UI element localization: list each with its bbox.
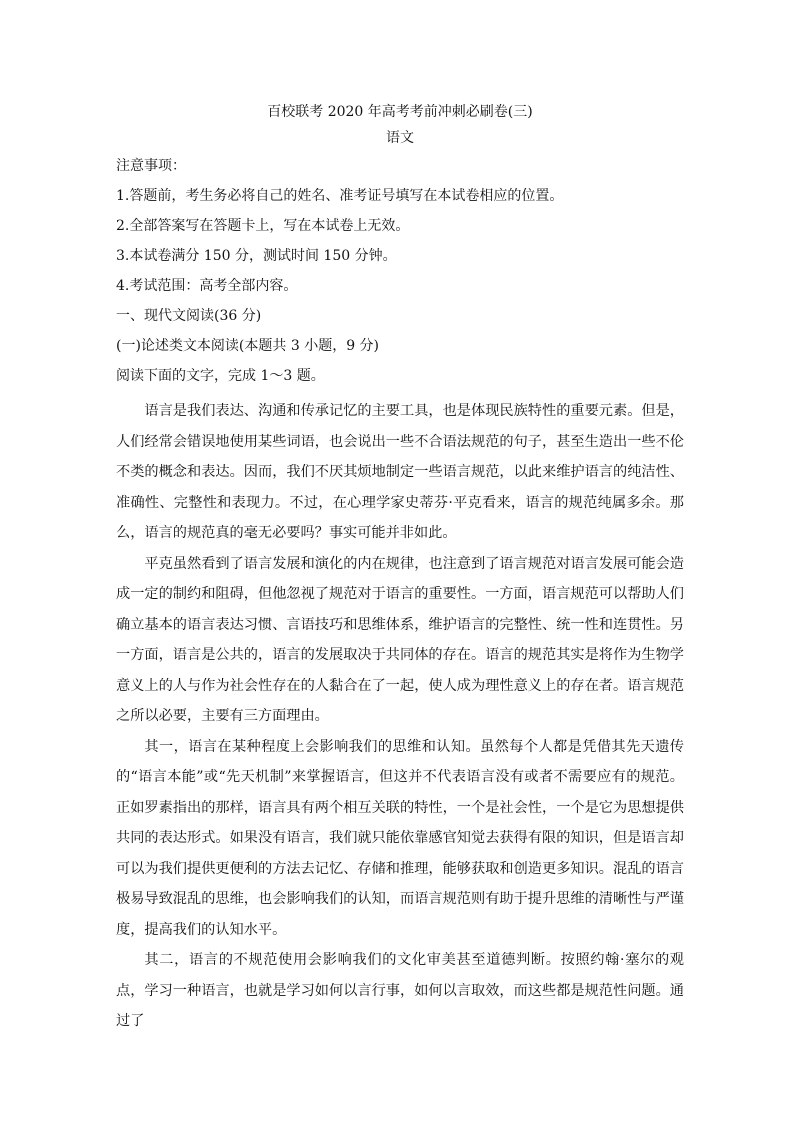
section-heading: 一、现代文阅读(36 分) bbox=[116, 308, 262, 324]
section-subheading: (一)论述类文本阅读(本题共 3 小题，9 分) bbox=[116, 338, 380, 354]
note-item-4: 4.考试范围：高考全部内容。 bbox=[116, 278, 298, 294]
paragraph-4: 其二，语言的不规范使用会影响我们的文化审美甚至道德判断。按照约翰·塞尔的观点，学习一种语言，也就是学习如何以言行事，如何以言取效，而这些都是规范性问题。通过了 bbox=[116, 952, 684, 1029]
reading-instruction: 阅读下面的文字，完成 1～3 题。 bbox=[116, 368, 325, 384]
paragraph-2: 平克虽然看到了语言发展和演化的内在规律，也注意到了语言规范对语言发展可能会造成一定的制约和阻碍，但他忽视了规范对于语言的重要性。一方面，语言规范可以帮助人们确立基本的语言表达习惯、言语技巧和思维体系，维护语言的完整性、统一性和连贯性。另一方面，语言是公共的，语言的发展取决于共同体的存在。语言的规范其实是将作为生物学意义上的人与作为社会性存在的人黏合在了一起，使人成为理性意义上的存在者。语言规范之所以必要，主要有三方面理由。 bbox=[116, 555, 684, 724]
note-item-3: 3.本试卷满分 150 分，测试时间 150 分钟。 bbox=[116, 248, 397, 264]
paragraph-3: 其一，语言在某种程度上会影响我们的思维和认知。虽然每个人都是凭借其先天遗传的“语言本能”或“先天机制”来掌握语言，但这并不代表语言没有或者不需要应有的规范。正如罗素指出的那样，语言具有两个相互关联的特性，一个是社会性，一个是它为思想提供共同的表达形式。如果没有语言，我们就只能依靠感官知觉去获得有限的知识，但是语言却可以为我们提供更便利的方法去记忆、存储和推理，能够获取和创造更多知识。混乱的语言极易导致混乱的思维，也会影响我们的认知，而语言规范则有助于提升思维的清晰性与严谨度，提高我们的认知水平。 bbox=[116, 738, 684, 938]
note-item-2: 2.全部答案写在答题卡上，写在本试卷上无效。 bbox=[116, 218, 410, 234]
exam-page bbox=[116, 102, 684, 1037]
paragraph-1: 语言是我们表达、沟通和传承记忆的主要工具，也是体现民族特性的重要元素。但是，人们经常会错误地使用某些词语，也会说出一些不合语法规范的句子，甚至生造出一些不伦不类的概念和表达。因而，我们不厌其烦地制定一些语言规范，以此来维护语言的纯洁性、准确性、完整性和表现力。不过，在心理学家史蒂芬·平克看来，语言的规范纯属多余。那么，语言的规范真的毫无必要吗？事实可能并非如此。 bbox=[116, 403, 684, 541]
exam-title: 百校联考 2020 年高考考前冲刺必刷卷(三) bbox=[267, 104, 533, 120]
note-item-1: 1.答题前，考生务必将自己的姓名、准考证号填写在本试卷相应的位置。 bbox=[116, 188, 564, 204]
subject-title: 语文 bbox=[386, 130, 414, 146]
notes-heading: 注意事项： bbox=[116, 158, 186, 174]
